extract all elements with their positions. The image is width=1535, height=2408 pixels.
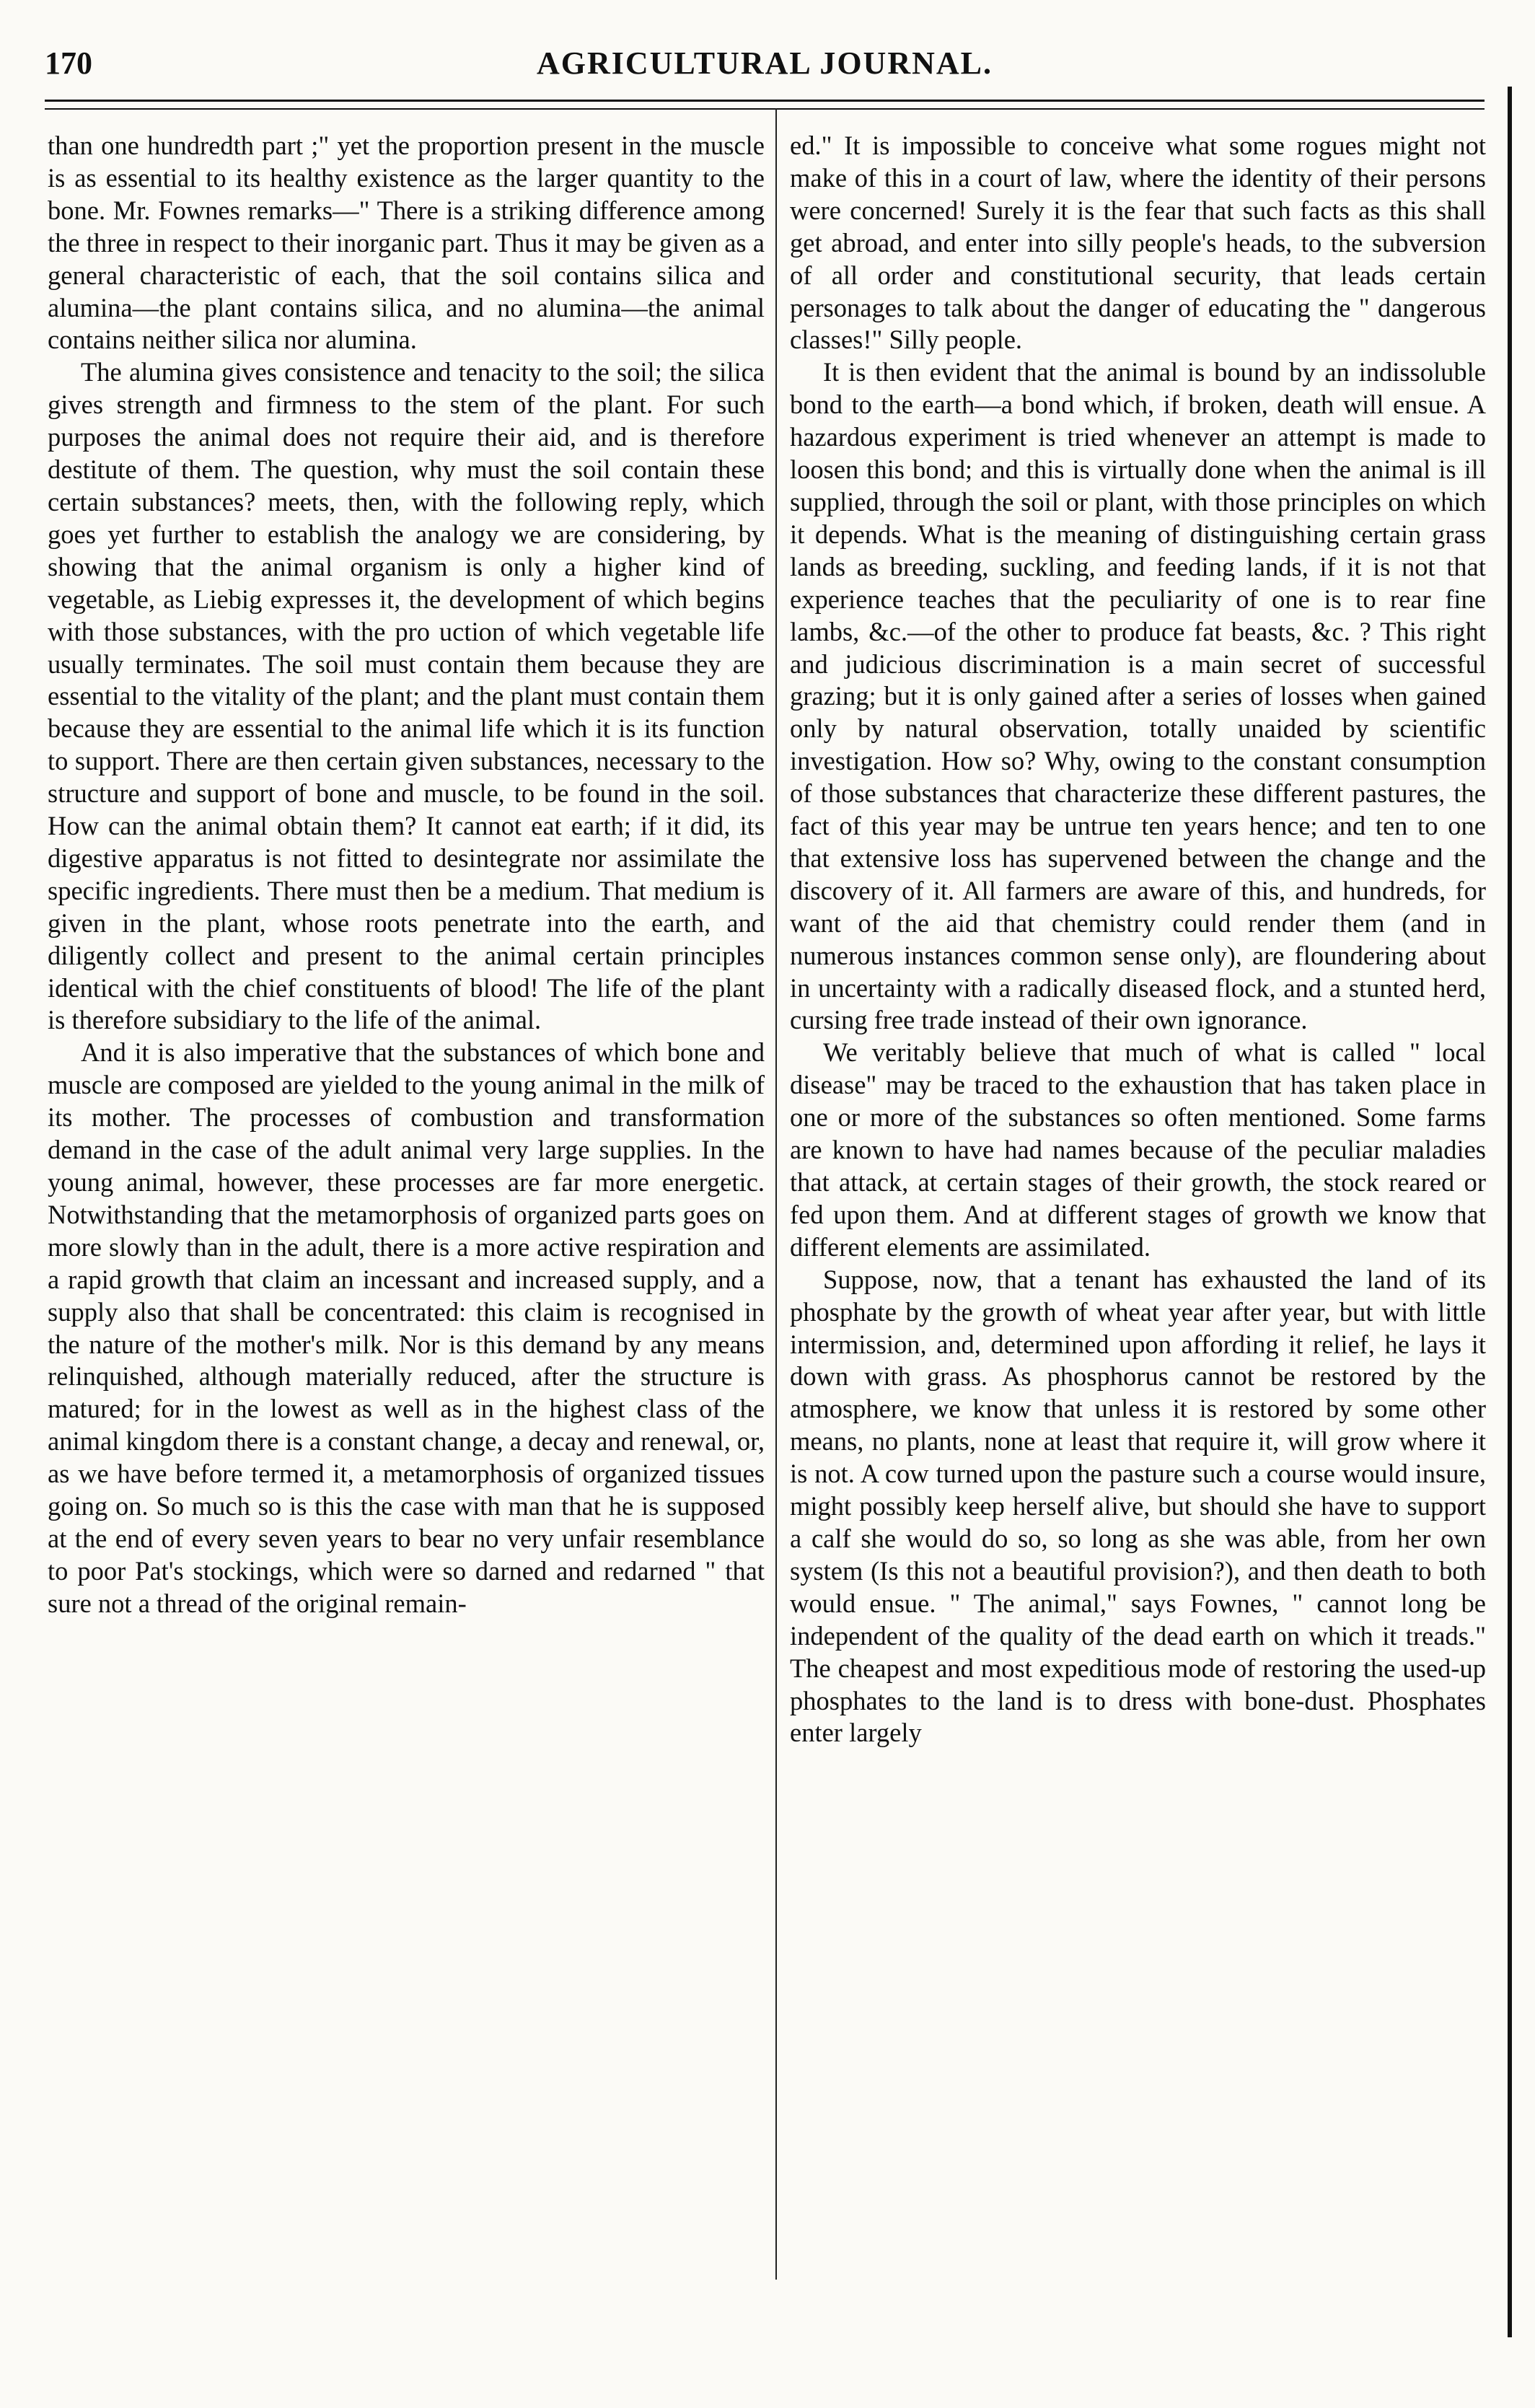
paragraph: We veritably believe that much of what is called " local disease" may be traced to the exhaustion that has taken place in one or more of the substances so often mentioned. Some farms are known to have had names because of the peculiar maladies that attack, at certain stages of their growth, the stock reared or fed upon them. And at different stages of growth we know that different elements are assimilated. (790, 1037, 1486, 1262)
header-rule (45, 100, 1485, 102)
page-header (45, 45, 1485, 88)
paragraph: The alumina gives consistence and tenacity to the soil; the silica gives strength and firmness to the stem of the plant. For such purposes the animal does not require their aid, and is therefore destitute of them. The question, why must the soil contain these certain substances? meets, then, with the following reply, which goes yet further to establish the analogy we are considering, by showing that the animal organism is only a higher kind of vegetable, as Liebig expresses it, the development of which begins with those substances, with the pro uction of which vegetable life usually terminates. The soil must contain them because they are essential to the vitality of the plant; and the plant must contain them because they are essential to the animal life which it is its function to support. There are then certain given substances, necessary to the structure and support of bone and muscle, to be found in the soil. How can the animal obtain them? It cannot eat earth; if it did, its digestive apparatus is not fitted to desintegrate nor assimilate the specific ingredients. There must then be a medium. That medium is given in the plant, whose roots penetrate into the earth, and diligently collect and present to the animal certain principles identical with the chief constituents of blood! The life of the plant is therefore subsidiary to the life of the animal. (48, 357, 765, 1035)
paragraph: And it is also imperative that the substances of which bone and muscle are composed are yielded to the young animal in the milk of its mother. The processes of combustion and transformation demand in the case of the adult animal very large supplies. In the young animal, however, these processes are far more energetic. Notwithstanding that the metamorphosis of organized parts goes on more slowly than in the adult, there is a more active respiration and a rapid growth that claim an incessant and increased supply, and a supply also that shall be concentrated: this claim is recognised in the nature of the mother's milk. Nor is this demand by any means relinquished, although materially reduced, after the structure is matured; for in the lowest as well as in the highest class of the animal kingdom there is a constant change, a decay and renewal, or, as we have before termed it, a metamorphosis of organized tissues going on. So much so is this the case with man that he is supposed at the end of every seven years to bear no very unfair resemblance to poor Pat's stockings, which were so darned and redarned " that sure not a thread of the original remain- (48, 1037, 765, 1618)
paragraph: Suppose, now, that a tenant has exhausted the land of its phosphate by the growth of wheat year after year, but with little intermission, and, determined upon affording it relief, he lays it down with grass. As phosphorus cannot be restored by the atmosphere, we know that unless it is restored by some other means, no plants, none at least that require it, will grow where it is not. A cow turned upon the pasture such a course would insure, might possibly keep herself alive, but should she have to support a calf she would do so, so long as she was able, from her own system (Is this not a beautiful provision?), and then death to both would ensue. " The animal," says Fownes, " cannot long be independent of the quality of the dead earth on which it treads." The cheapest and most expeditious mode of restoring the used-up phosphates to the land is to dress with bone-dust. Phosphates enter largely (790, 1264, 1486, 1748)
right-column (790, 130, 1486, 1749)
running-head: AGRICULTURAL JOURNAL. (536, 45, 993, 81)
paragraph: than one hundredth part ;" yet the proportion present in the muscle is as essential to its healthy existence as the larger quantity to the bone. Mr. Fownes remarks—" There is a striking difference among the three in respect to their inorganic part. Thus it may be given as a general characteristic of each, that the soil contains silica and alumina—the plant contains silica, and no alumina—the animal contains neither silica nor alumina. (48, 131, 765, 355)
page-number: 170 (45, 45, 92, 81)
paragraph: ed." It is impossible to conceive what some rogues might not make of this in a court of law, where the identity of their persons were concerned! Surely it is the fear that such facts as this shall get abroad, and enter into silly people's heads, to the subversion of all order and constitutional security, that leads certain personages to talk about the danger of educating the " dangerous classes!" Silly people. (790, 131, 1486, 355)
left-column (48, 130, 765, 1620)
paragraph: It is then evident that the animal is bound by an indissoluble bond to the earth—a bond which, if broken, death will ensue. A hazardous experiment is tried whenever an attempt is made to loosen this bond; and this is virtually done when the animal is ill supplied, through the soil or plant, with those principles on which it depends. What is the meaning of distinguishing certain grass lands as breeding, suckling, and feeding lands, if it is not that experience teaches that the peculiarity of one is to rear fine lambs, &c.—of the other to produce fat beasts, &c. ? This right and judicious discrimination is a main secret of successful grazing; but it is only gained after a series of losses when gained only by natural observation, totally unaided by scientific investigation. How so? Why, owing to the constant consumption of those substances that characterize these different pastures, the fact of this year may be untrue ten years hence; and ten to one that extensive loss has supervened between the change and the discovery of it. All farmers are aware of this, and hundreds, for want of the aid that chemistry could render them (and in numerous instances common sense only), are floundering about in uncertainty with a radically diseased flock, and a stunted herd, cursing free trade instead of their own ignorance. (790, 357, 1486, 1035)
page-edge (1508, 87, 1512, 2337)
header-rule-thin (45, 108, 1485, 110)
column-divider (775, 108, 777, 2280)
